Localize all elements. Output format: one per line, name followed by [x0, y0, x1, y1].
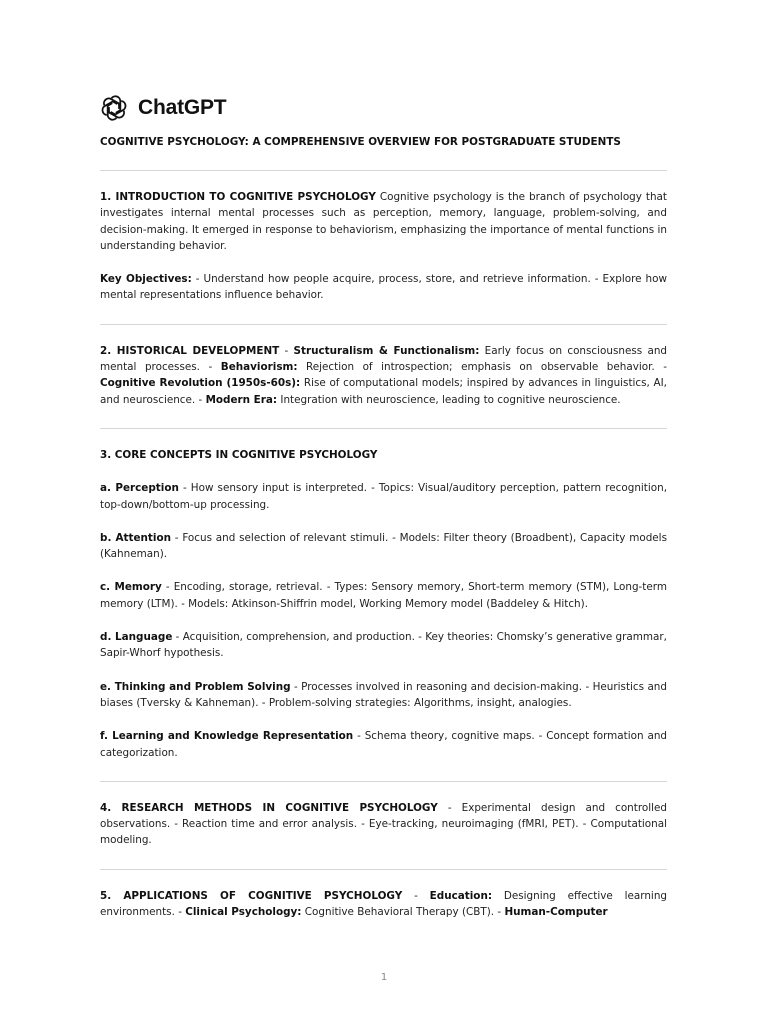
concept-item [100, 480, 667, 513]
text-run: Designing effective learning environments. - [100, 889, 667, 919]
section-body: - Experimental design and controlled observations. - Reaction time and error analysis. - Eye-tracking, neuroimaging (fMRI, PET). - Computational modeling. [100, 801, 667, 847]
section-research-methods [100, 800, 667, 849]
section-heading-paragraph [100, 447, 667, 463]
section-heading: 5. APPLICATIONS OF COGNITIVE PSYCHOLOGY [100, 889, 403, 902]
text-run: Rejection of introspection; emphasis on observable behavior. - [297, 361, 668, 374]
document-page [100, 94, 667, 920]
page-number: 1 [380, 972, 388, 983]
term-label: Cognitive Revolution (1950s-60s): [100, 377, 301, 390]
section-history [100, 343, 667, 408]
text-run: Early focus on consciousness and mental processes. - [100, 344, 667, 374]
concept-label: f. Learning and Knowledge Representation [100, 730, 354, 743]
key-objectives-label: Key Objectives: [100, 273, 192, 286]
section-applications [100, 888, 667, 921]
term-label: Clinical Psychology: [185, 906, 302, 919]
concept-body: - Focus and selection of relevant stimuli. - Models: Filter theory (Broadbent), Capacity models (Kahneman). [100, 531, 667, 561]
divider [100, 781, 667, 782]
concept-item [100, 679, 667, 712]
concept-body: - Processes involved in reasoning and decision-making. - Heuristics and biases (Tversky & Kahneman). - Problem-solving strategies: Algorithms, insight, analogies. [100, 680, 667, 709]
section-core-concepts [100, 447, 667, 761]
divider [100, 170, 667, 171]
concept-label: d. Language [100, 631, 173, 644]
section-heading: 1. INTRODUCTION TO COGNITIVE PSYCHOLOGY [100, 191, 376, 203]
divider [100, 428, 667, 429]
openai-logo-icon [100, 94, 128, 122]
section-paragraph [100, 800, 667, 849]
concept-body: - Schema theory, cognitive maps. - Concept formation and categorization. [100, 730, 667, 759]
concept-body: - Encoding, storage, retrieval. - Types: Sensory memory, Short-term memory (STM), Long-term memory (LTM). - Models: Atkinson-Shiffrin model, Working Memory model (Baddeley & Hitch). [100, 581, 667, 610]
section-body: Cognitive psychology is the branch of psychology that investigates internal mental processes such as perception, memory, language, problem-solving, and decision-making. It emerged in response to behaviorism, emphasizing the importance of mental functions in understanding behavior. [100, 191, 667, 252]
brand-header [100, 94, 667, 122]
concept-item [100, 629, 667, 662]
key-objectives-body: - Understand how people acquire, process, store, and retrieve information. - Explore how mental representations influence behavior. [100, 273, 667, 302]
concept-label: e. Thinking and Problem Solving [100, 680, 291, 693]
section-paragraph [100, 343, 667, 408]
concept-label: a. Perception [100, 482, 179, 495]
term-label: Structuralism & Functionalism: [293, 344, 480, 357]
section-paragraph [100, 189, 667, 254]
section-heading: 4. RESEARCH METHODS IN COGNITIVE PSYCHOLOGY [100, 801, 438, 814]
concept-label: b. Attention [100, 531, 171, 544]
text-run: Integration with neuroscience, leading to cognitive neuroscience. [277, 393, 621, 406]
concept-label: c. Memory [100, 581, 162, 594]
divider [100, 324, 667, 325]
section-paragraph [100, 888, 667, 921]
concept-item [100, 579, 667, 612]
brand-name: ChatGPT [138, 96, 227, 119]
document-title: COGNITIVE PSYCHOLOGY: A COMPREHENSIVE OVERVIEW FOR POSTGRADUATE STUDENTS [100, 136, 621, 148]
concept-body: - Acquisition, comprehension, and production. - Key theories: Chomsky’s generative grammar, Sapir-Whorf hypothesis. [100, 631, 667, 660]
term-label: Behaviorism: [220, 361, 298, 374]
term-label: Education: [429, 889, 492, 902]
term-label: Human-Computer [504, 906, 608, 919]
key-objectives-paragraph [100, 271, 667, 304]
term-label: Modern Era: [205, 393, 278, 406]
section-heading: 2. HISTORICAL DEVELOPMENT [100, 344, 280, 357]
text-run: - [279, 344, 294, 357]
text-run: Rise of computational models; inspired by advances in linguistics, AI, and neuroscience. - [100, 377, 667, 406]
concept-item [100, 530, 667, 563]
section-heading: 3. CORE CONCEPTS IN COGNITIVE PSYCHOLOGY [100, 448, 378, 461]
section-introduction [100, 189, 667, 304]
concept-body: - How sensory input is interpreted. - Topics: Visual/auditory perception, pattern recognition, top-down/bottom-up processing. [100, 482, 667, 511]
text-run: - [402, 889, 430, 902]
text-run: Cognitive Behavioral Therapy (CBT). - [301, 906, 505, 919]
divider [100, 869, 667, 870]
concept-item [100, 728, 667, 761]
